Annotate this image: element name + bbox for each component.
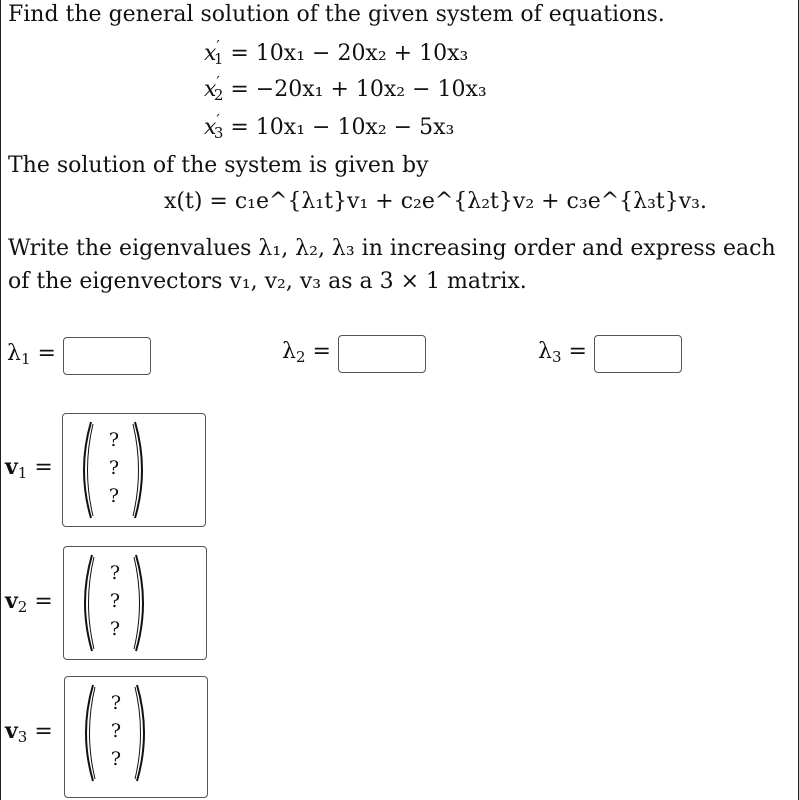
v2-entry-3[interactable]: ? <box>109 618 121 640</box>
lambda-2-input[interactable] <box>338 335 426 373</box>
solution-formula: x(t) = c₁e^{λ₁t}v₁ + c₂e^{λ₂t}v₂ + c₃e^{λ₃t}v₃. <box>164 189 707 214</box>
equation-2: $x'_2 = -20x_1 + 10x_2 - 10x_3$ <box>204 73 487 104</box>
v2-entries <box>106 559 124 643</box>
v3-entries <box>107 689 125 773</box>
problem-prompt: Find the general solution of the given system of equations. <box>8 2 665 27</box>
v3-entry-1[interactable]: ? <box>110 692 122 714</box>
v3-entry-3[interactable]: ? <box>110 748 122 770</box>
equation-1-rhs: = 10x₁ − 20x₂ + 10x₃ <box>230 41 469 66</box>
equation-2-rhs: = −20x₁ + 10x₂ − 10x₃ <box>230 77 487 102</box>
right-paren-icon <box>133 683 153 783</box>
solution-intro: The solution of the system is given by <box>8 153 429 178</box>
equation-1: $x'_1 = 10x_1 - 20x_2 + 10x_3$ <box>204 37 469 68</box>
v2-entry-1[interactable]: ? <box>109 562 121 584</box>
v3-matrix-input[interactable] <box>64 676 208 798</box>
v1-entry-1[interactable]: ? <box>108 429 120 451</box>
v2-entry-2[interactable]: ? <box>109 590 121 612</box>
equation-3: $x'_3 = 10x_1 - 10x_2 - 5x_3$ <box>204 111 455 142</box>
v1-matrix-input[interactable] <box>62 413 206 527</box>
instruction-line-2: of the eigenvectors v₁, v₂, v₃ as a 3 × 1 matrix. <box>8 269 527 294</box>
left-paren-icon <box>76 553 96 653</box>
lambda-1-label: $\lambda_1$ = <box>7 341 56 368</box>
v2-label: $v_2$ = <box>5 588 53 616</box>
v2-matrix-input[interactable] <box>63 546 207 660</box>
left-paren-icon <box>77 683 97 783</box>
v3-entry-2[interactable]: ? <box>110 720 122 742</box>
equation-1-lhs: x <box>204 41 217 66</box>
instruction-line-1: Write the eigenvalues λ₁, λ₂, λ₃ in increasing order and express each <box>8 236 776 261</box>
right-paren-icon <box>131 420 151 520</box>
v1-entries <box>105 426 123 510</box>
equation-3-sub: 3 <box>213 124 224 142</box>
lambda-2-label: $\lambda_2$ = <box>282 339 331 366</box>
v1-entry-3[interactable]: ? <box>108 485 120 507</box>
right-paren-icon <box>132 553 152 653</box>
v1-label: $v_1$ = <box>5 454 53 482</box>
equation-2-lhs: x <box>204 77 217 102</box>
lambda-3-input[interactable] <box>594 335 682 373</box>
equation-3-lhs: x <box>204 115 217 140</box>
lambda-3-label: $\lambda_3$ = <box>538 339 587 366</box>
v3-label: $v_3$ = <box>5 718 53 746</box>
lambda-1-input[interactable] <box>63 337 151 375</box>
equation-3-rhs: = 10x₁ − 10x₂ − 5x₃ <box>230 115 455 140</box>
equation-2-sub: 2 <box>213 86 224 104</box>
equation-1-sub: 1 <box>213 50 224 68</box>
v1-entry-2[interactable]: ? <box>108 457 120 479</box>
left-paren-icon <box>75 420 95 520</box>
